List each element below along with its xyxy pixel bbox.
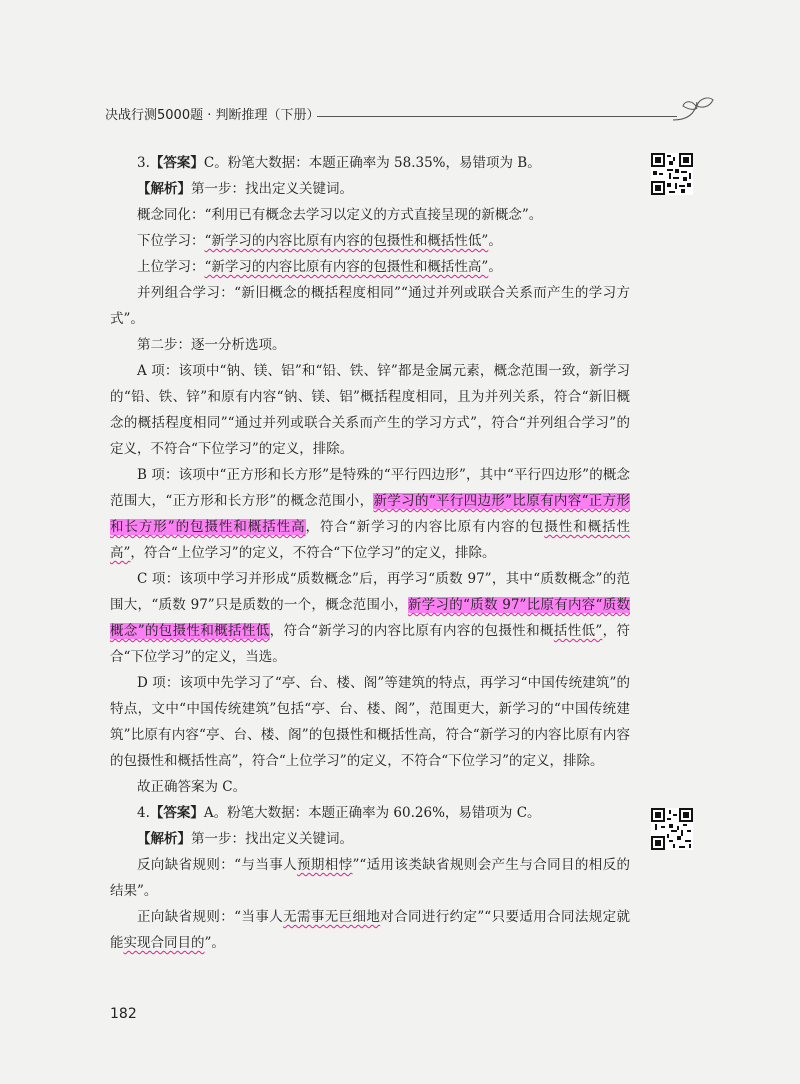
- punctuation: 。: [488, 259, 502, 275]
- wavy-underline-text: 实现合同目的: [123, 935, 205, 951]
- wavy-underline-text: 无需事无巨细地: [283, 909, 381, 925]
- q4-answer-text: A。粉笔大数据：本题正确率为 60.26%，易错项为 C。: [203, 805, 541, 821]
- punctuation: 。: [488, 233, 502, 249]
- q3-conclusion: 故正确答案为 C。: [137, 779, 247, 795]
- wavy-underline-text: 预期相悖: [296, 857, 353, 873]
- option-text: ，符合“新学习的内容比原有内容的包: [305, 519, 545, 535]
- q4-analysis: [110, 826, 630, 852]
- def-text: ”。: [204, 935, 225, 951]
- highlighted-text: 新学习的“平行四边形”比原有内容“正方形和长方形”的包摄性和概括性高: [110, 493, 630, 535]
- q4-analysis-text: 第一步：找出定义关键词。: [191, 831, 353, 847]
- header-rule: [317, 116, 677, 117]
- analysis-tag: 【解析】: [137, 831, 191, 847]
- def-text: 正向缺省规则：“当事人: [137, 909, 284, 925]
- page-body: [110, 150, 630, 956]
- q3-answer: [110, 150, 630, 176]
- wavy-underline-text: 括性低”: [553, 623, 603, 639]
- q3-def-4: 并列组合学习：“新旧概念的概括程度相同”“通过并列或联合关系而产生的学习方式”。: [110, 285, 630, 327]
- def-label: 上位学习：: [137, 259, 205, 275]
- q3-def-1: 概念同化：“利用已有概念去学习以定义的方式直接呈现的新概念”。: [137, 207, 543, 223]
- q3-answer-text: C。粉笔大数据：本题正确率为 58.35%，易错项为 B。: [203, 155, 541, 171]
- q4-number: 4.: [137, 805, 150, 821]
- option-text: ，符合“上位学习”的定义，不符合“下位学习”的定义，排除。: [130, 545, 496, 561]
- book-title: 决战行测5000题 · 判断推理（下册）: [105, 108, 320, 123]
- q3-number: 3.: [137, 155, 150, 171]
- q4-def-1: [110, 852, 630, 904]
- q3-def-3: [110, 254, 630, 280]
- analysis-tag: 【解析】: [137, 181, 191, 197]
- def-text: ”“适用该类缺省规则会产生与合同目的相反的结果”。: [110, 857, 631, 899]
- def-text: 反向缺省规则：“与当事人: [137, 857, 297, 873]
- q3-step-2: 第二步：逐一分析选项。: [137, 337, 286, 353]
- q3-analysis-text: 第一步：找出定义关键词。: [191, 181, 353, 197]
- q4-def-2: [110, 904, 630, 956]
- running-header: [105, 106, 715, 126]
- q3-def-2: [110, 228, 630, 254]
- option-text: ，符合“下位学习”的定义，当选。: [110, 623, 631, 665]
- answer-tag: 【答案】: [149, 805, 204, 821]
- q4-answer: [110, 800, 630, 826]
- highlighted-text: 新学习的“质数 97”比原有内容“质数概念”的包摄性和概括性低: [110, 597, 630, 639]
- sprout-icon: [671, 94, 715, 122]
- answer-tag: 【答案】: [149, 155, 204, 171]
- q3-option-b: [110, 462, 630, 566]
- option-text: C 项：该项中学习并形成“质数概念”后，再学习“质数 97”，其中“质数概念”的范围大，“质数 97”只是质数的一个，概念范围小，: [110, 571, 630, 613]
- wavy-underline-text: “新学习的内容比原有内容的包摄性和概括性高”: [204, 259, 489, 275]
- wavy-underline-text: 摄性和概括性高”: [110, 519, 631, 561]
- q3-option-a: A 项：该项中“钠、镁、铝”和“铅、铁、锌”都是金属元素，概念范围一致，新学习的“铅、铁、锌”和原有内容“钠、镁、铝”概括程度相同，且为并列关系，符合“新旧概念的概括程度相同”“通过并列或联合关系而产生的学习方式”，符合“并列组合学习”的定义，不符合“下位学习”的定义，排除。: [110, 363, 630, 457]
- q3-analysis: [110, 176, 630, 202]
- q3-option-d: D 项：该项中先学习了“亭、台、楼、阁”等建筑的特点，再学习“中国传统建筑”的特点，文中“中国传统建筑”包括“亭、台、楼、阁”，范围更大，新学习的“中国传统建筑”比原有内容“亭、台、楼、阁”的包摄性和概括性高，符合“新学习的内容比原有内容的包摄性和概括性高”，符合“上位学习”的定义，不符合“下位学习”的定义，排除。: [110, 675, 630, 769]
- wavy-underline-text: “新学习的内容比原有内容的包摄性和概括性低”: [204, 233, 489, 249]
- qr-code-icon[interactable]: [651, 808, 693, 850]
- page-number: 182: [110, 1006, 137, 1022]
- qr-code-icon[interactable]: [651, 153, 693, 195]
- q3-option-c: [110, 566, 630, 670]
- def-label: 下位学习：: [137, 233, 205, 249]
- option-text: ，符合“新学习的内容比原有内容的包摄性和概: [269, 623, 554, 639]
- def-text: 对合同进行约定”“只要适用合同法规定就能: [110, 909, 630, 951]
- option-text: B 项：该项中“正方形和长方形”是特殊的“平行四边形”，其中“平行四边形”的概念范围大，“正方形和长方形”的概念范围小，: [110, 467, 630, 509]
